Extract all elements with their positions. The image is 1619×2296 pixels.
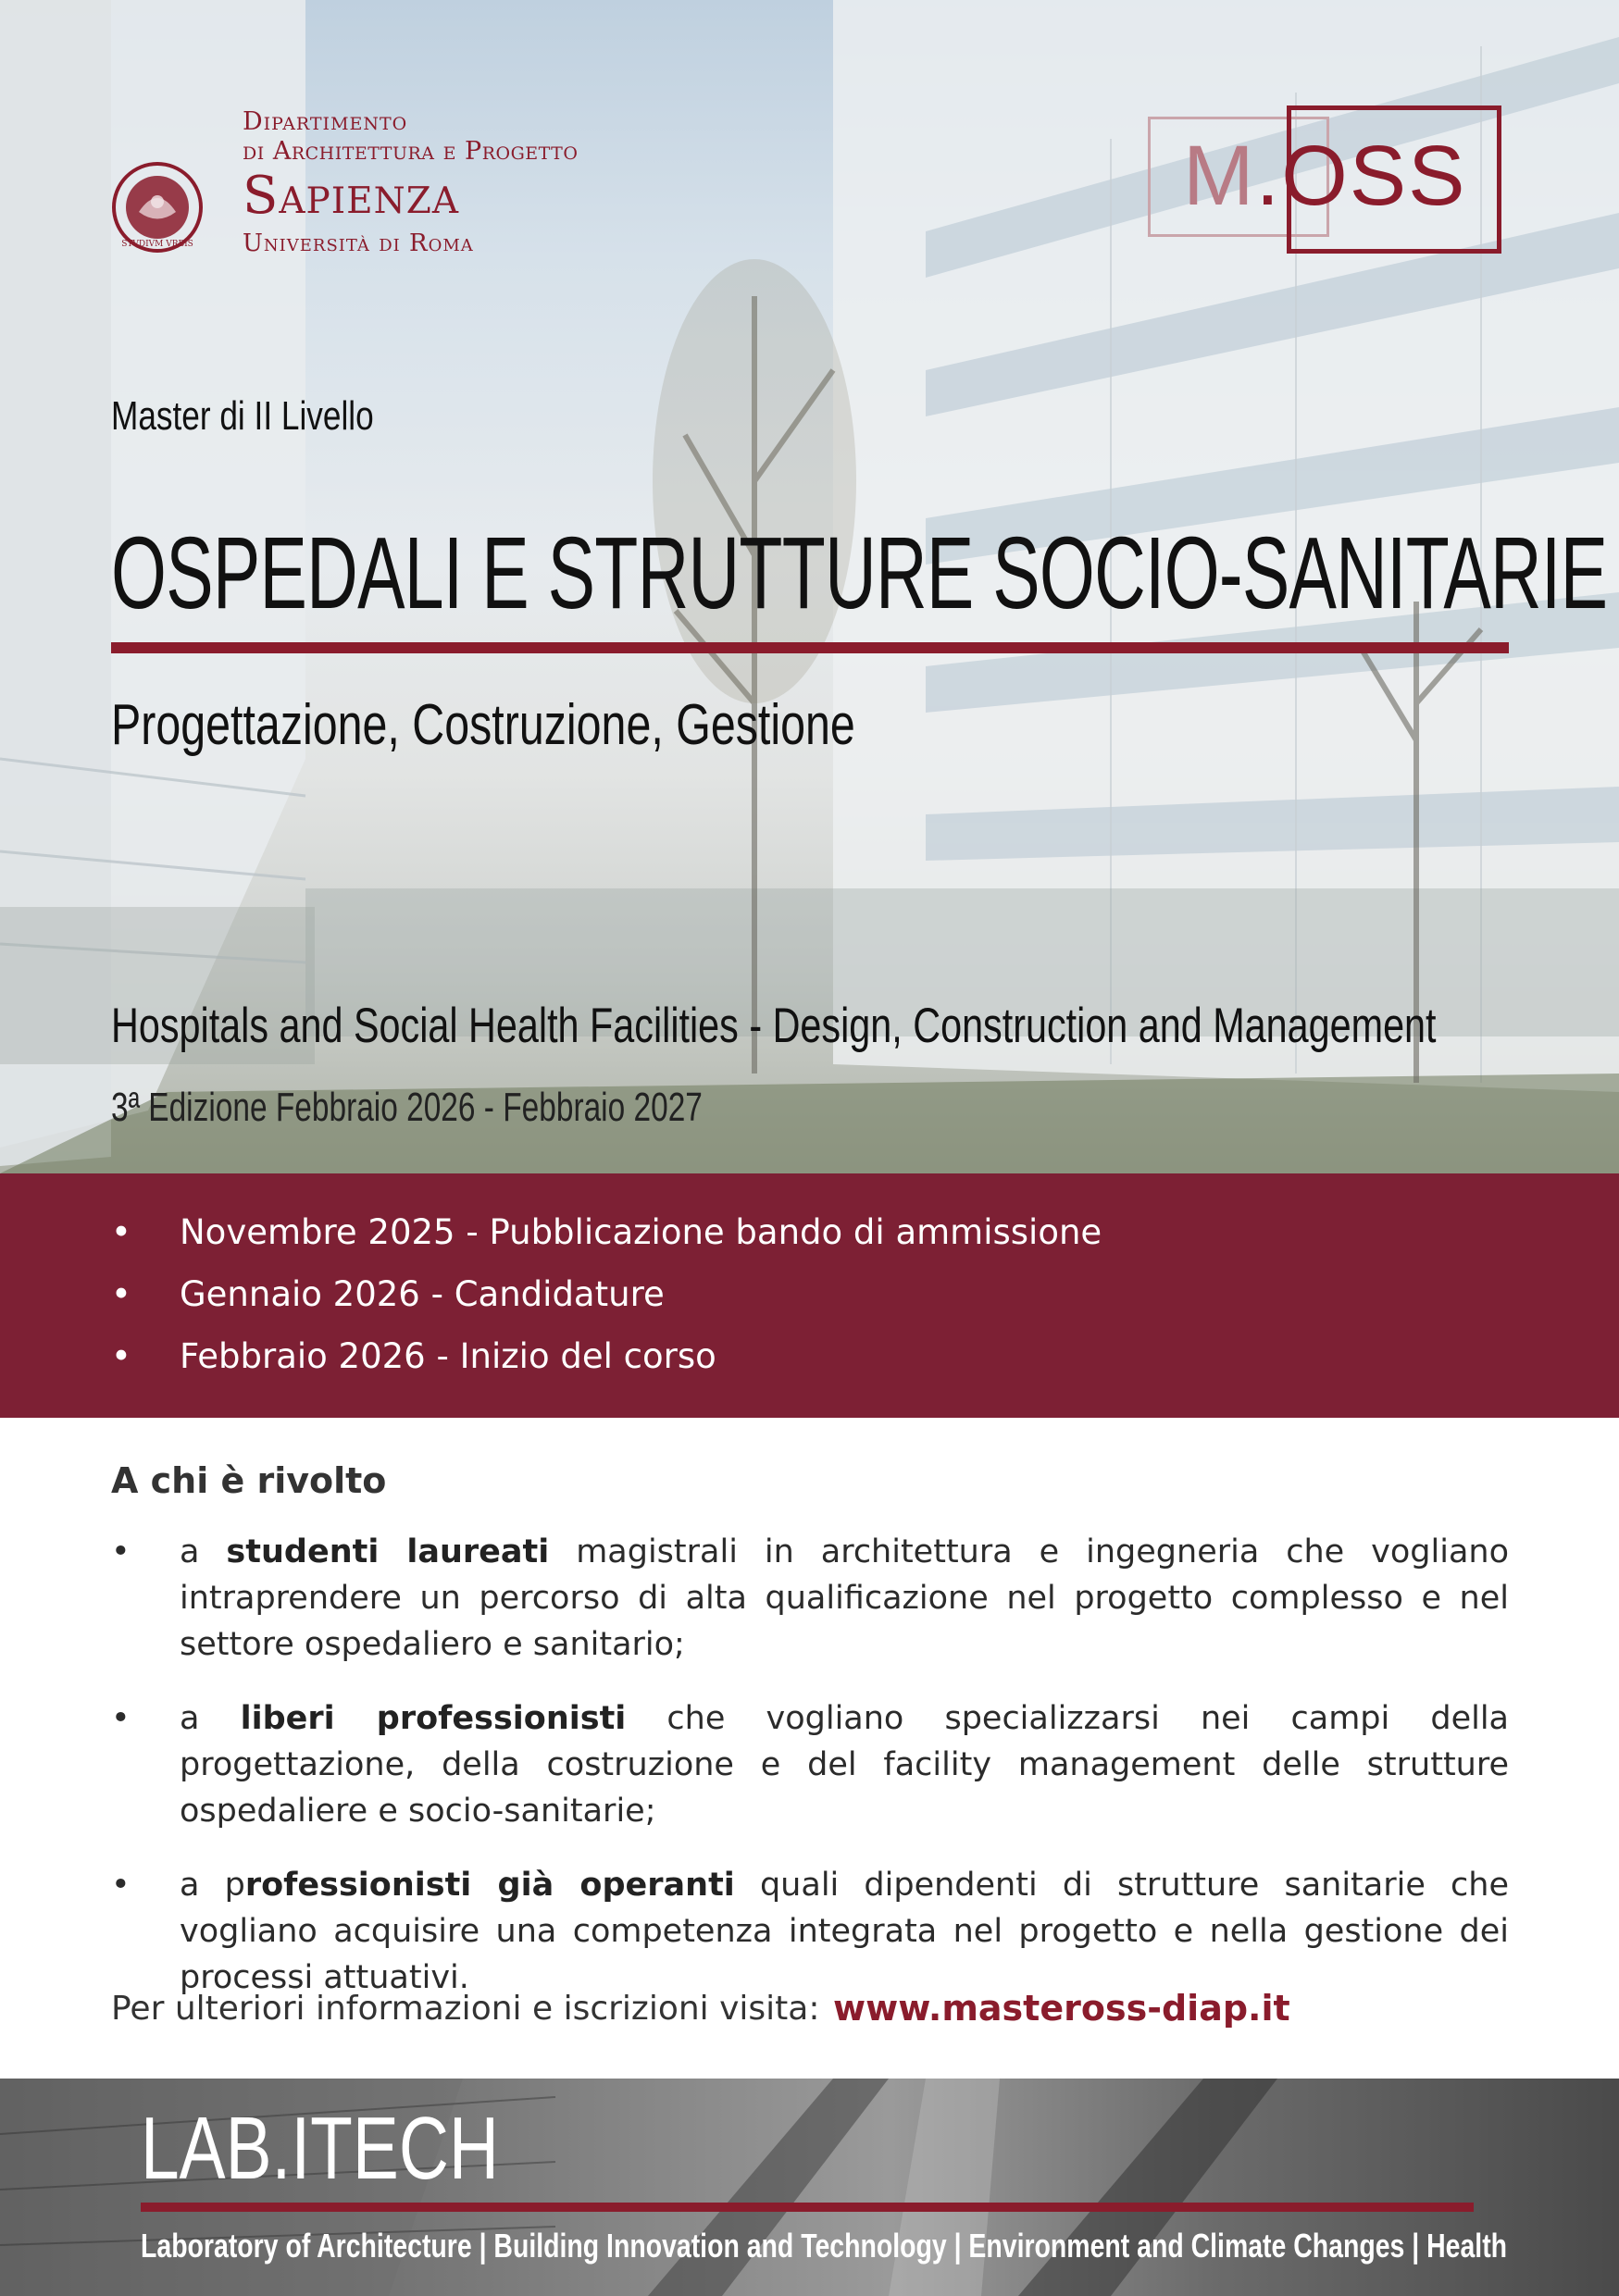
moss-logo xyxy=(1148,105,1509,254)
department-line1: Dipartimento xyxy=(243,107,408,136)
svg-text:STVDIVM VRBIS: STVDIVM VRBIS xyxy=(121,240,193,249)
contact-label: Per ulteriori informazioni e iscrizioni visita: xyxy=(111,1990,820,2028)
lab-subtitle: Laboratory of Architecture | Building Innovation and Technology | Environment and Climate Changes | Health xyxy=(141,2227,1508,2265)
list-item: • a liberi professionisti che vogliano specializzarsi nei campi della progettazione, della costruzione e del facility management delle strutture ospedaliere e socio-sanitarie; xyxy=(111,1700,1510,1830)
dates-band: • Novembre 2025 - Pubblicazione bando di ammissione • Gennaio 2026 - Candidature • Febbraio 2026 - Inizio del corso xyxy=(0,1173,1619,1418)
audience-list xyxy=(111,1529,1509,2029)
english-title: Hospitals and Social Health Facilities - Design, Construction and Management xyxy=(111,999,1437,1053)
title-divider xyxy=(111,642,1509,653)
department-line2: di Architettura e Progetto xyxy=(243,137,579,166)
university-subtitle: Università di Roma xyxy=(243,230,474,257)
master-level: Master di II Livello xyxy=(111,393,374,439)
lab-logo: LAB.ITECH xyxy=(141,2099,499,2198)
edition-info: 3ª Edizione Febbraio 2026 - Febbraio 2027 xyxy=(111,1085,703,1130)
list-item: • a studenti laureati magistrali in architettura e ingegneria che vogliano intraprendere un percorso di alta qualificazione nel progetto complesso e nel settore ospedaliero e sanitario; xyxy=(111,1533,1509,1663)
sapienza-seal-icon xyxy=(111,161,204,254)
audience-heading: A chi è rivolto xyxy=(111,1460,387,1501)
footer-banner xyxy=(0,2079,1619,2296)
page-subtitle: Progettazione, Costruzione, Gestione xyxy=(111,693,855,757)
moss-logo-text: M.OSS xyxy=(1183,129,1467,223)
footer-divider xyxy=(141,2203,1474,2212)
list-item: • a professionisti già operanti quali dipendenti di strutture sanitarie che vogliano acquisire una competenza integrata nel progetto e nella gestione dei processi attuativi. xyxy=(111,1867,1509,1996)
website-link[interactable]: www.masteross-diap.it xyxy=(833,1988,1290,2029)
university-name: Sapienza xyxy=(243,166,460,226)
sapienza-logo xyxy=(111,104,629,270)
page-title: OSPEDALI E STRUTTURE SOCIO-SANITARIE xyxy=(111,516,1608,630)
